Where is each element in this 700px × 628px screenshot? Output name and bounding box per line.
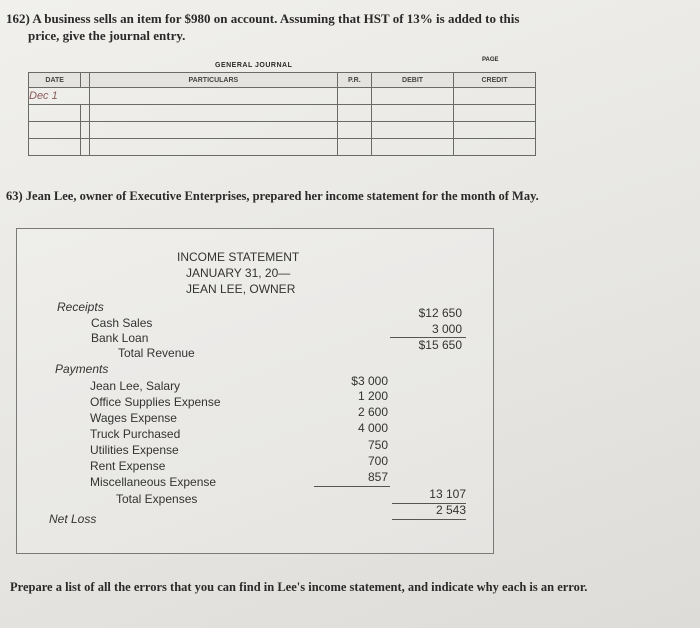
payment-value: 700 (367, 454, 388, 468)
journal-cell[interactable] (372, 88, 454, 105)
payment-label: Jean Lee, Salary (90, 379, 181, 393)
total-revenue-value: $15 650 (418, 338, 462, 352)
payment-label: Utilities Expense (90, 443, 179, 457)
header-date-day (81, 73, 90, 88)
journal-page-label: PAGE (482, 57, 499, 63)
question-63: 63) Jean Lee, owner of Executive Enterprises, prepared her income statement for the month of May. (6, 189, 539, 203)
journal-cell[interactable] (29, 139, 81, 156)
header-particulars: PARTICULARS (90, 73, 337, 88)
journal-title: GENERAL JOURNAL (215, 62, 293, 69)
journal-cell[interactable] (90, 105, 337, 122)
journal-cell[interactable] (90, 122, 337, 139)
header-date: DATE (29, 73, 81, 88)
journal-cell[interactable] (337, 139, 372, 156)
journal-cell[interactable] (453, 105, 535, 122)
payment-value: 857 (367, 470, 388, 484)
journal-row (29, 88, 536, 105)
statement-heading-owner: JEAN LEE, OWNER (186, 282, 296, 296)
journal-cell[interactable] (337, 88, 372, 105)
payment-value: 750 (367, 438, 388, 452)
net-loss-label: Net Loss (49, 512, 97, 526)
payment-label: Wages Expense (90, 411, 177, 425)
payment-value: 1 200 (357, 389, 388, 403)
journal-row (29, 139, 536, 156)
journal-cell[interactable] (372, 139, 454, 156)
payment-label: Rent Expense (90, 459, 166, 473)
net-loss-double-underline (392, 519, 466, 520)
journal-row (29, 105, 536, 122)
payment-value: 4 000 (357, 421, 388, 435)
cash-sales-value: $12 650 (418, 306, 462, 320)
statement-heading-date: JANUARY 31, 20— (186, 266, 291, 280)
question-162-line2: price, give the journal entry. (28, 28, 186, 43)
journal-cell[interactable] (81, 105, 90, 122)
net-loss-value: 2 543 (435, 503, 466, 517)
journal-cell[interactable] (29, 105, 81, 122)
question-162 (6, 10, 566, 44)
journal-cell[interactable] (81, 139, 90, 156)
journal-entry-date: Dec 1 (29, 88, 90, 105)
journal-cell[interactable] (90, 139, 337, 156)
journal-cell[interactable] (453, 88, 535, 105)
cash-sales-label: Cash Sales (91, 316, 153, 330)
journal-cell[interactable] (81, 122, 90, 139)
payment-label: Office Supplies Expense (90, 395, 221, 409)
header-debit: DEBIT (372, 73, 454, 88)
payments-label: Payments (55, 362, 109, 376)
journal-cell[interactable] (372, 105, 454, 122)
bank-loan-value: 3 000 (431, 322, 462, 336)
journal-cell[interactable] (337, 105, 372, 122)
journal-cell[interactable] (90, 88, 337, 105)
expenses-underline (314, 486, 390, 487)
journal-row (29, 122, 536, 139)
total-revenue-label: Total Revenue (118, 346, 195, 360)
journal-cell[interactable] (453, 122, 535, 139)
journal-header-row (29, 73, 536, 88)
question-162-line1: 162) A business sells an item for $980 on account. Assuming that HST of 13% is added to this (6, 11, 520, 26)
bank-loan-label: Bank Loan (91, 331, 149, 345)
payment-label: Truck Purchased (90, 427, 181, 441)
statement-heading-title: INCOME STATEMENT (177, 250, 300, 264)
header-pr: P.R. (337, 73, 372, 88)
total-expenses-label: Total Expenses (116, 492, 198, 506)
receipts-label: Receipts (57, 300, 104, 314)
payment-value: 2 600 (357, 405, 388, 419)
payment-value: $3 000 (351, 374, 388, 388)
journal-cell[interactable] (29, 122, 81, 139)
payment-label: Miscellaneous Expense (90, 475, 217, 489)
general-journal-table (28, 72, 536, 156)
question-instructions: Prepare a list of all the errors that you can find in Lee's income statement, and indicate why each is an error. (10, 580, 588, 594)
journal-cell[interactable] (453, 139, 535, 156)
journal-cell[interactable] (337, 122, 372, 139)
total-expenses-value: 13 107 (429, 487, 466, 501)
header-credit: CREDIT (453, 73, 535, 88)
journal-cell[interactable] (372, 122, 454, 139)
